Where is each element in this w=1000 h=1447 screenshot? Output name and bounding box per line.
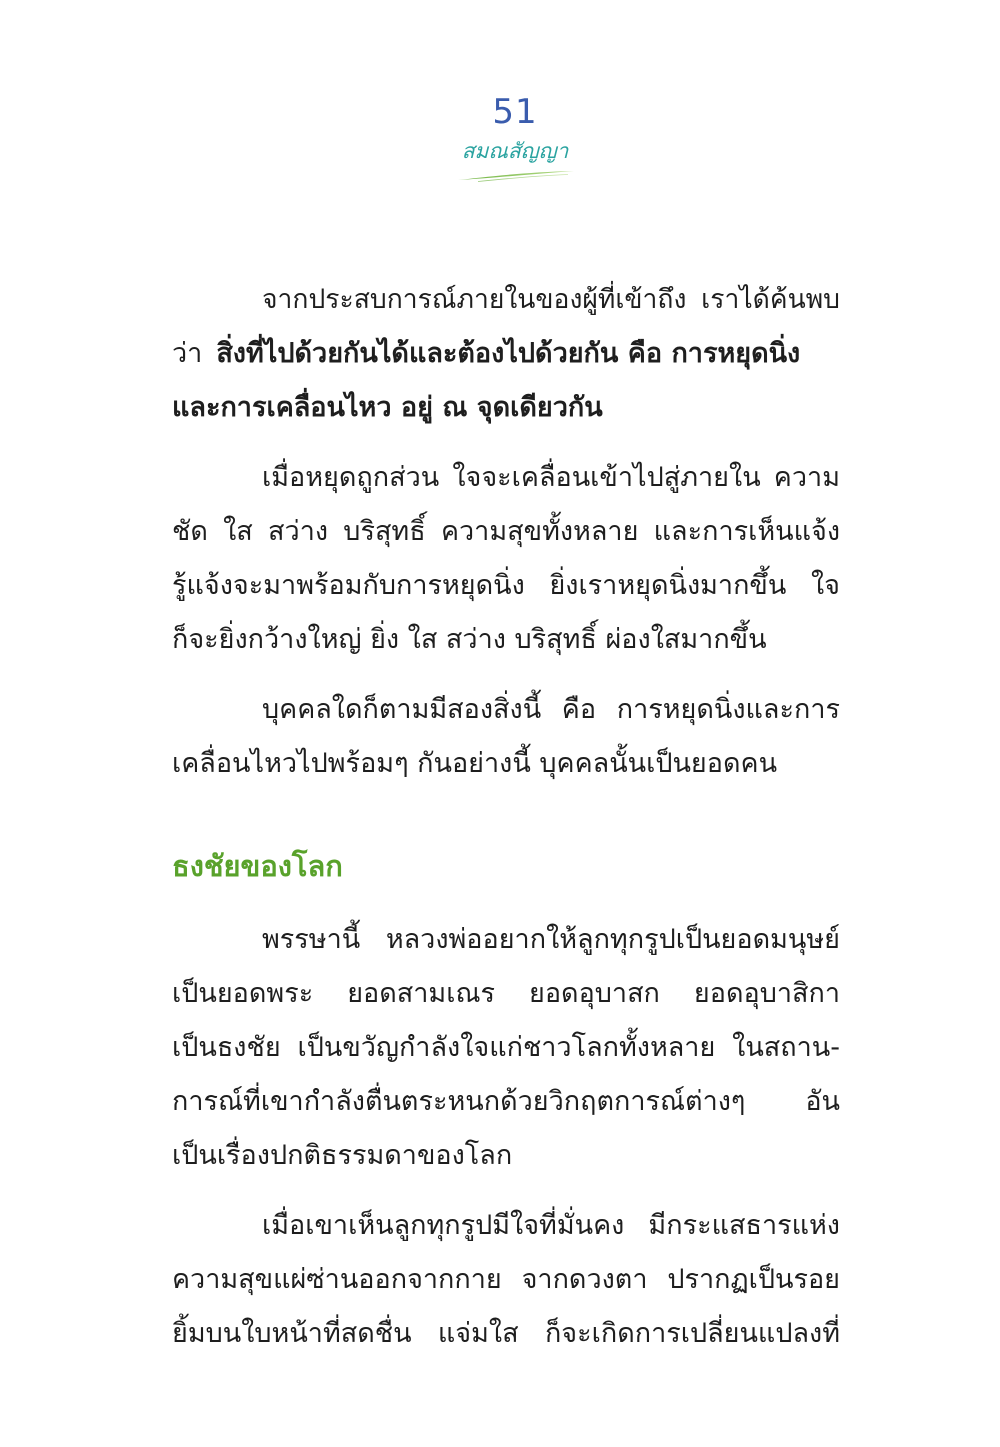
running-head — [415, 92, 615, 166]
paragraph — [172, 1199, 840, 1361]
text-line: เมื่อเขาเห็นลูกทุกรูปมีใจที่มั่นคง มีกระแสธารแห่ง — [262, 1210, 840, 1241]
text-line: เป็นเรื่องปกติธรรมดาของโลก — [172, 1140, 513, 1171]
text-line: เคลื่อนไหวไปพร้อมๆ กันอย่างนี้ บุคคลนั้นเป็นยอดคน — [172, 748, 778, 779]
title-underline-swoosh — [456, 168, 576, 184]
paragraph — [172, 683, 840, 791]
text-line: การณ์ที่เขากำลังตื่นตระหนกด้วยวิกฤตการณ์ต่างๆ อัน — [172, 1086, 840, 1117]
text-line: ยิ้มบนใบหน้าที่สดชื่น แจ่มใส ก็จะเกิดการเปลี่ยนแปลงที่ — [172, 1318, 840, 1349]
book-title: สมณสัญญา — [461, 139, 569, 163]
body-text — [172, 273, 840, 1377]
text-line: บุคคลใดก็ตามมีสองสิ่งนี้ คือ การหยุดนิ่งและการ — [262, 694, 840, 725]
text-line: ก็จะยิ่งกว้างใหญ่ ยิ่ง ใส สว่าง บริสุทธิ์ ผ่องใสมากขึ้น — [172, 624, 767, 655]
text-line: พรรษานี้ หลวงพ่ออยากให้ลูกทุกรูปเป็นยอดมนุษย์ — [262, 924, 840, 955]
text-line: จากประสบการณ์ภายในของผู้ที่เข้าถึง เราได้ค้นพบ — [262, 284, 840, 315]
paragraph — [172, 451, 840, 667]
emphasized-text: สิ่งที่ไปด้วยกันได้และต้องไปด้วยกัน คือ การหยุดนิ่ง — [216, 338, 801, 369]
text-line: รู้แจ้งจะมาพร้อมกับการหยุดนิ่ง ยิ่งเราหยุดนิ่งมากขึ้น ใจ — [172, 570, 840, 601]
section-opening — [172, 273, 840, 791]
text-line: เป็นยอดพระ ยอดสามเณร ยอดอุบาสก ยอดอุบาสิกา — [172, 978, 840, 1009]
paragraph — [172, 273, 840, 435]
text-run: ว่า — [172, 338, 203, 369]
text-line: เป็นธงชัย เป็นขวัญกำลังใจแก่ชาวโลกทั้งหลาย ในสถาน- — [172, 1032, 840, 1063]
section-flag-of-the-world — [172, 839, 840, 1361]
page-number: 51 — [492, 92, 538, 132]
text-line: ความสุขแผ่ซ่านออกจากกาย จากดวงตา ปรากฏเป็นรอย — [172, 1264, 840, 1295]
text-line: ชัด ใส สว่าง บริสุทธิ์ ความสุขทั้งหลาย และการเห็นแจ้ง — [172, 516, 840, 547]
text-line: เมื่อหยุดถูกส่วน ใจจะเคลื่อนเข้าไปสู่ภายใน ความ — [262, 462, 840, 493]
emphasized-text-line: และการเคลื่อนไหว อยู่ ณ จุดเดียวกัน — [172, 392, 603, 423]
text-line — [172, 327, 840, 381]
section-heading: ธงชัยของโลก — [172, 849, 343, 883]
paragraph — [172, 913, 840, 1183]
